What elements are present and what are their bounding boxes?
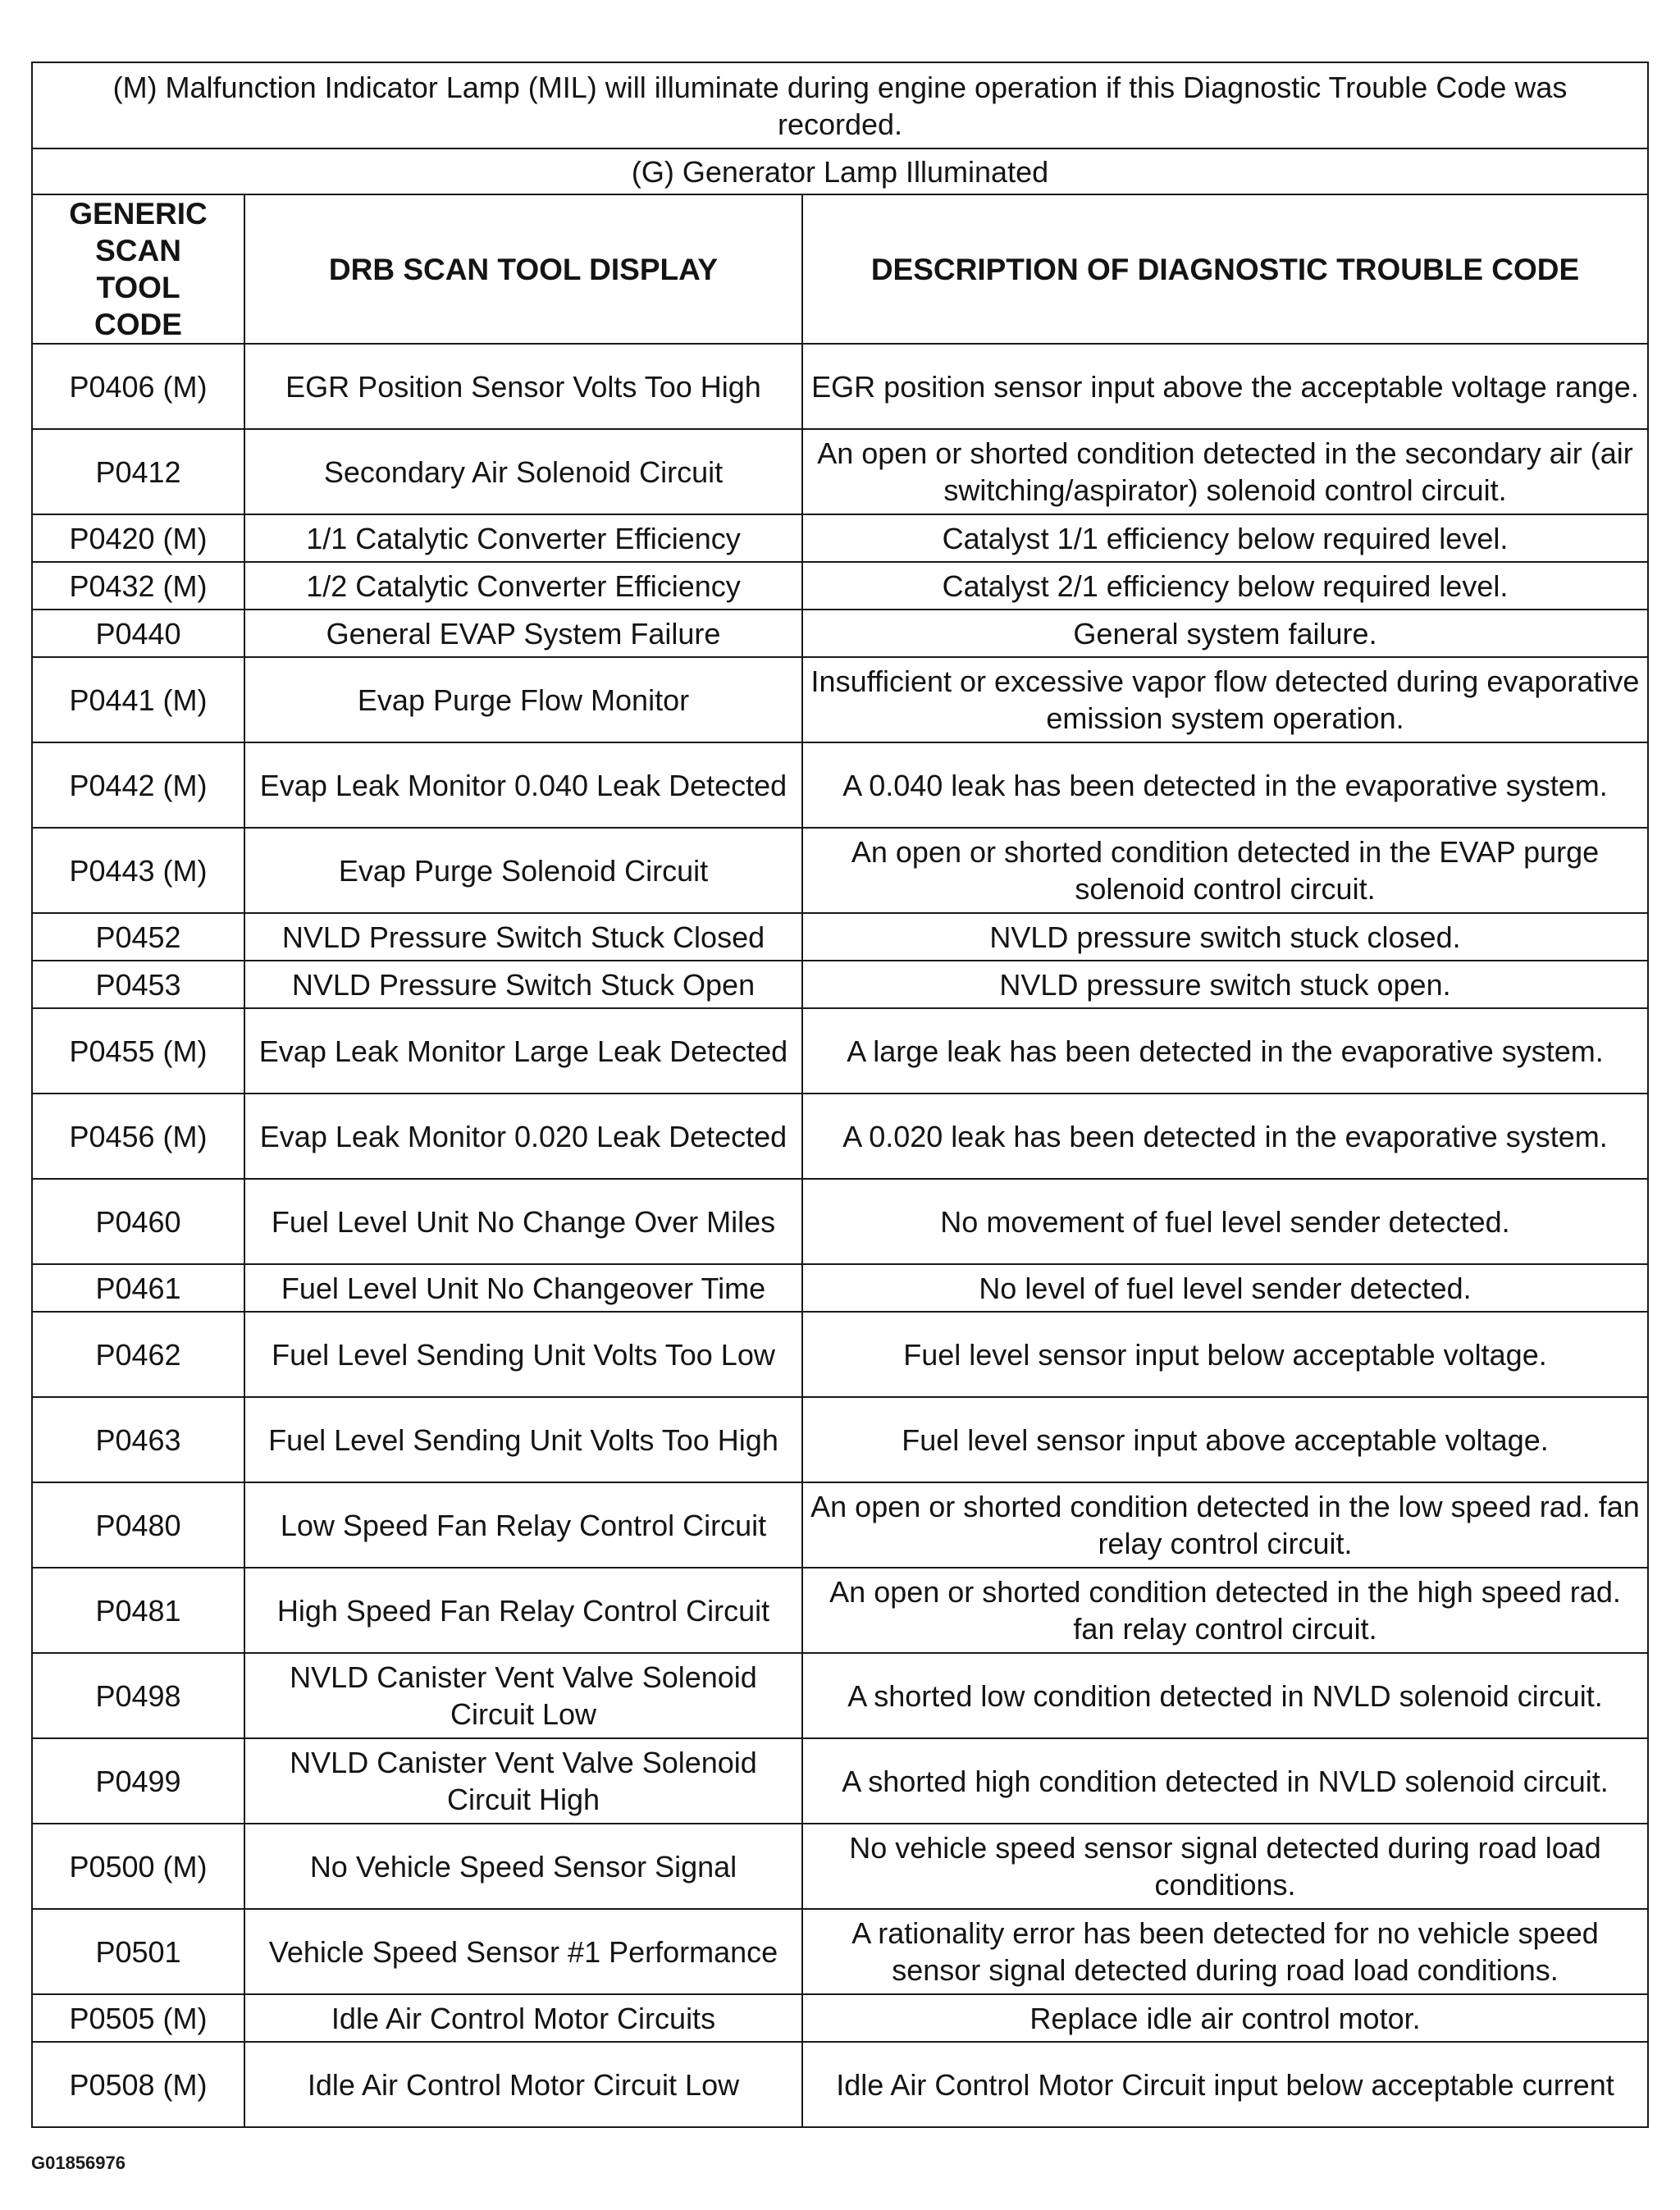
description-cell: Fuel level sensor input above acceptable voltage. xyxy=(802,1397,1648,1482)
dtc-code-cell: P0481 xyxy=(32,1568,244,1653)
description-cell: No movement of fuel level sender detected. xyxy=(802,1179,1648,1264)
drb-display-cell: Evap Leak Monitor Large Leak Detected xyxy=(244,1008,802,1094)
dtc-code-cell: P0461 xyxy=(32,1264,244,1312)
drb-display-cell: EGR Position Sensor Volts Too High xyxy=(244,344,802,429)
dtc-code-cell: P0498 xyxy=(32,1653,244,1738)
table-row xyxy=(32,1312,1648,1397)
figure-id: G01856976 xyxy=(31,2153,126,2173)
dtc-code-cell: P0505 (M) xyxy=(32,1994,244,2042)
drb-display-cell: Evap Purge Flow Monitor xyxy=(244,657,802,742)
dtc-code-cell: P0460 xyxy=(32,1179,244,1264)
dtc-code-cell: P0499 xyxy=(32,1738,244,1824)
drb-display-cell: Fuel Level Sending Unit Volts Too High xyxy=(244,1397,802,1482)
header-display: DRB SCAN TOOL DISPLAY xyxy=(244,194,802,344)
table-row xyxy=(32,562,1648,610)
drb-display-cell: NVLD Pressure Switch Stuck Closed xyxy=(244,913,802,961)
header-description: DESCRIPTION OF DIAGNOSTIC TROUBLE CODE xyxy=(802,194,1648,344)
table-row xyxy=(32,961,1648,1008)
description-cell: NVLD pressure switch stuck closed. xyxy=(802,913,1648,961)
generator-note: (G) Generator Lamp Illuminated xyxy=(32,148,1648,194)
table-row xyxy=(32,913,1648,961)
drb-display-cell: Vehicle Speed Sensor #1 Performance xyxy=(244,1909,802,1994)
drb-display-cell: Low Speed Fan Relay Control Circuit xyxy=(244,1482,802,1568)
drb-display-cell: 1/2 Catalytic Converter Efficiency xyxy=(244,562,802,610)
description-cell: EGR position sensor input above the acceptable voltage range. xyxy=(802,344,1648,429)
table-row xyxy=(32,610,1648,657)
table-row xyxy=(32,429,1648,514)
drb-display-cell: 1/1 Catalytic Converter Efficiency xyxy=(244,514,802,562)
dtc-code-cell: P0440 xyxy=(32,610,244,657)
dtc-code-cell: P0432 (M) xyxy=(32,562,244,610)
column-header-row xyxy=(32,194,1648,344)
description-cell: Catalyst 2/1 efficiency below required level. xyxy=(802,562,1648,610)
dtc-code-cell: P0501 xyxy=(32,1909,244,1994)
description-cell: An open or shorted condition detected in the EVAP purge solenoid control circuit. xyxy=(802,828,1648,913)
dtc-code-cell: P0406 (M) xyxy=(32,344,244,429)
description-cell: No level of fuel level sender detected. xyxy=(802,1264,1648,1312)
drb-display-cell: Evap Leak Monitor 0.040 Leak Detected xyxy=(244,742,802,828)
table-row xyxy=(32,1824,1648,1909)
table-row xyxy=(32,1909,1648,1994)
dtc-code-cell: P0453 xyxy=(32,961,244,1008)
description-cell: Fuel level sensor input below acceptable voltage. xyxy=(802,1312,1648,1397)
table-row xyxy=(32,1008,1648,1094)
table-body xyxy=(32,344,1648,2127)
description-cell: An open or shorted condition detected in the high speed rad. fan relay control circuit. xyxy=(802,1568,1648,1653)
table-row xyxy=(32,2042,1648,2127)
table-row xyxy=(32,1738,1648,1824)
table-row xyxy=(32,1397,1648,1482)
description-cell: A 0.020 leak has been detected in the evaporative system. xyxy=(802,1094,1648,1179)
generator-note-row xyxy=(32,148,1648,194)
dtc-table xyxy=(31,62,1649,2128)
dtc-code-cell: P0412 xyxy=(32,429,244,514)
dtc-code-cell: P0455 (M) xyxy=(32,1008,244,1094)
table-row xyxy=(32,344,1648,429)
drb-display-cell: Fuel Level Unit No Change Over Miles xyxy=(244,1179,802,1264)
dtc-code-cell: P0462 xyxy=(32,1312,244,1397)
table-head xyxy=(32,62,1648,344)
table-row xyxy=(32,1994,1648,2042)
header-code: GENERIC SCAN TOOL CODE xyxy=(32,194,244,344)
drb-display-cell: Idle Air Control Motor Circuits xyxy=(244,1994,802,2042)
table-row xyxy=(32,1482,1648,1568)
drb-display-cell: General EVAP System Failure xyxy=(244,610,802,657)
table-row xyxy=(32,657,1648,742)
dtc-code-cell: P0420 (M) xyxy=(32,514,244,562)
drb-display-cell: Fuel Level Sending Unit Volts Too Low xyxy=(244,1312,802,1397)
table-row xyxy=(32,1653,1648,1738)
description-cell: A large leak has been detected in the evaporative system. xyxy=(802,1008,1648,1094)
dtc-code-cell: P0500 (M) xyxy=(32,1824,244,1909)
description-cell: A shorted low condition detected in NVLD solenoid circuit. xyxy=(802,1653,1648,1738)
dtc-code-cell: P0441 (M) xyxy=(32,657,244,742)
description-cell: General system failure. xyxy=(802,610,1648,657)
table-row xyxy=(32,514,1648,562)
drb-display-cell: NVLD Pressure Switch Stuck Open xyxy=(244,961,802,1008)
dtc-code-cell: P0463 xyxy=(32,1397,244,1482)
description-cell: A shorted high condition detected in NVLD solenoid circuit. xyxy=(802,1738,1648,1824)
drb-display-cell: Secondary Air Solenoid Circuit xyxy=(244,429,802,514)
drb-display-cell: Evap Leak Monitor 0.020 Leak Detected xyxy=(244,1094,802,1179)
description-cell: An open or shorted condition detected in the low speed rad. fan relay control circuit. xyxy=(802,1482,1648,1568)
table-row xyxy=(32,1094,1648,1179)
mil-note-row xyxy=(32,62,1648,148)
table-row xyxy=(32,742,1648,828)
description-cell: An open or shorted condition detected in the secondary air (air switching/aspirator) solenoid control circuit. xyxy=(802,429,1648,514)
table-row xyxy=(32,1179,1648,1264)
drb-display-cell: No Vehicle Speed Sensor Signal xyxy=(244,1824,802,1909)
dtc-code-cell: P0480 xyxy=(32,1482,244,1568)
description-cell: Insufficient or excessive vapor flow detected during evaporative emission system operation. xyxy=(802,657,1648,742)
table-row xyxy=(32,1568,1648,1653)
description-cell: NVLD pressure switch stuck open. xyxy=(802,961,1648,1008)
description-cell: Idle Air Control Motor Circuit input below acceptable current xyxy=(802,2042,1648,2127)
description-cell: Catalyst 1/1 efficiency below required level. xyxy=(802,514,1648,562)
drb-display-cell: Idle Air Control Motor Circuit Low xyxy=(244,2042,802,2127)
description-cell: A rationality error has been detected for no vehicle speed sensor signal detected during road load conditions. xyxy=(802,1909,1648,1994)
table-row xyxy=(32,828,1648,913)
drb-display-cell: NVLD Canister Vent Valve Solenoid Circuit Low xyxy=(244,1653,802,1738)
description-cell: Replace idle air control motor. xyxy=(802,1994,1648,2042)
table-row xyxy=(32,1264,1648,1312)
drb-display-cell: NVLD Canister Vent Valve Solenoid Circuit High xyxy=(244,1738,802,1824)
dtc-code-cell: P0452 xyxy=(32,913,244,961)
dtc-code-cell: P0508 (M) xyxy=(32,2042,244,2127)
drb-display-cell: Evap Purge Solenoid Circuit xyxy=(244,828,802,913)
drb-display-cell: Fuel Level Unit No Changeover Time xyxy=(244,1264,802,1312)
drb-display-cell: High Speed Fan Relay Control Circuit xyxy=(244,1568,802,1653)
mil-note: (M) Malfunction Indicator Lamp (MIL) will illuminate during engine operation if this Diagnostic Trouble Code was recorded. xyxy=(32,62,1648,148)
dtc-code-cell: P0443 (M) xyxy=(32,828,244,913)
description-cell: A 0.040 leak has been detected in the evaporative system. xyxy=(802,742,1648,828)
description-cell: No vehicle speed sensor signal detected during road load conditions. xyxy=(802,1824,1648,1909)
dtc-code-cell: P0442 (M) xyxy=(32,742,244,828)
dtc-code-cell: P0456 (M) xyxy=(32,1094,244,1179)
